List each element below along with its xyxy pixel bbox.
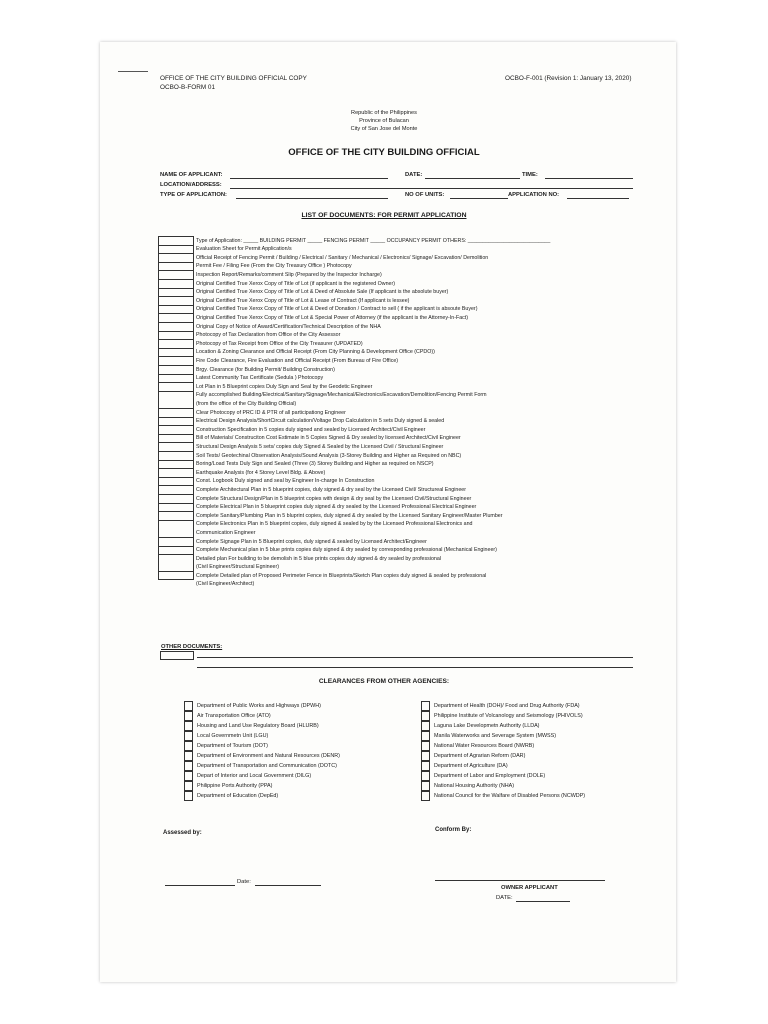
location-label: LOCATION/ADDRESS: xyxy=(160,182,222,188)
agency-checkbox[interactable] xyxy=(421,791,430,801)
document-label: Complete Detailed plan of Proposed Perimeter Fence in Blueprints/Sketch Plan copies duly signed & sealed by professional xyxy=(196,572,487,579)
document-checkbox[interactable] xyxy=(158,425,194,434)
assessor-signature-line[interactable] xyxy=(165,885,235,886)
document-label-continued: (Civil Engineer/Architect) xyxy=(196,581,255,588)
document-checkbox[interactable] xyxy=(158,477,194,486)
agency-checkbox[interactable] xyxy=(184,721,193,731)
application-no-line[interactable] xyxy=(567,198,629,199)
document-checkbox[interactable] xyxy=(158,270,194,279)
document-checkbox[interactable] xyxy=(158,331,194,340)
document-checkbox[interactable] xyxy=(158,374,194,383)
agency-label: Department of Agrarian Reform (DAR) xyxy=(434,753,526,759)
paper-mark xyxy=(118,71,148,72)
document-checkbox[interactable] xyxy=(158,485,194,494)
document-label: Original Copy of Notice of Award/Certification/Technical Description of the NHA xyxy=(196,323,381,330)
document-label-continued: (from the office of the City Building Official) xyxy=(196,400,297,407)
document-label: Fully accomplished Building/Electrical/Sanitary/Signage/Mechanical/Electronics/Excavation/Demolition/Fencing Permit Form xyxy=(196,392,487,399)
document-label: Lot Plan in 5 Blueprint copies Duly Sign and Seal by the Geodetic Engineer xyxy=(196,383,373,390)
document-checkbox[interactable] xyxy=(158,468,194,477)
document-label: Complete Mechanical plan in 5 blue prints copies duly signed & dry sealed by corresponding professional (Mechanical Engineer) xyxy=(196,547,497,554)
applicant-name-line[interactable] xyxy=(230,178,388,179)
other-documents-checkbox[interactable] xyxy=(160,651,194,660)
units-label: NO OF UNITS: xyxy=(405,192,445,198)
other-documents-line-2[interactable] xyxy=(197,667,633,668)
document-label-continued: Communication Engineer xyxy=(196,529,256,536)
agency-checkbox[interactable] xyxy=(184,741,193,751)
agency-label: Housing and Land Use Regulatory Board (HLURB) xyxy=(197,723,319,729)
other-documents-line-1[interactable] xyxy=(197,657,633,658)
application-type-line[interactable] xyxy=(236,198,388,199)
document-checkbox[interactable] xyxy=(158,365,194,374)
agency-checkbox[interactable] xyxy=(184,761,193,771)
document-label: Soil Tests/ Geotechinal Observation Analysis/Sound Analysis (3-Storey Building and Higher as Required on NBC) xyxy=(196,452,462,459)
agency-checkbox[interactable] xyxy=(421,751,430,761)
date-label: DATE: xyxy=(405,172,423,178)
agency-checkbox[interactable] xyxy=(184,781,193,791)
document-checkbox[interactable] xyxy=(158,554,194,571)
time-line[interactable] xyxy=(545,178,633,179)
document-checkbox[interactable] xyxy=(158,322,194,331)
agency-checkbox[interactable] xyxy=(421,711,430,721)
document-label: Original Certified True Xerox Copy of Title of Lot & Special Power of Attorney (if the applicant is the Attorney-In-Fact) xyxy=(196,314,469,321)
owner-signature-line[interactable] xyxy=(435,880,605,881)
province-line: Province of Bulacan xyxy=(359,118,409,124)
document-label: Construction Specification in 5 copies duly signed and sealed by Licensed Architect/Civil Engineer xyxy=(196,426,426,433)
agency-checkbox[interactable] xyxy=(421,721,430,731)
location-line[interactable] xyxy=(230,188,633,189)
page-title: OFFICE OF THE CITY BUILDING OFFICIAL xyxy=(288,147,480,158)
document-label: Complete Electronics Plan in 5 blueprint copies, duly signed & sealed by by the Licensed Professional Electronics and xyxy=(196,521,473,528)
agency-checkbox[interactable] xyxy=(421,731,430,741)
conform-by-label: Conform By: xyxy=(435,827,472,833)
document-label: Original Certified True Xerox Copy of Title of Lot (if applicant is the registered Owner) xyxy=(196,280,396,287)
agency-label: Manila Waterworks and Severage System (MWSS) xyxy=(434,733,557,739)
document-checkbox[interactable] xyxy=(158,236,194,245)
document-checkbox[interactable] xyxy=(158,494,194,503)
document-label: Fire Code Clearance, Fire Evaluation and Official Receipt (From Bureau of Fire Office) xyxy=(196,357,399,364)
document-label: Structural Design Analysis 5 sets/ copies duly Signed & Sealed by the Licensed Civil / Structural Engineer xyxy=(196,443,444,450)
agency-checkbox[interactable] xyxy=(184,701,193,711)
document-checkbox[interactable] xyxy=(158,571,194,580)
document-label: Detailed plan For building to be demolish in 5 blue prints copies duly signed & dry sealed by professional xyxy=(196,555,441,562)
agency-checkbox[interactable] xyxy=(184,731,193,741)
agency-checkbox[interactable] xyxy=(184,711,193,721)
agency-label: Department of Public Works and Highways (DPWH) xyxy=(197,703,321,709)
document-checkbox[interactable] xyxy=(158,339,194,348)
agency-label: Department of Health (DOH)/ Food and Drug Authority (FDA) xyxy=(434,703,580,709)
agency-label: National Water Resources Board (NWRB) xyxy=(434,743,535,749)
document-label: Electrical Design Analysis/ShortCircuit calculation/Voltage Drop Calculation in 5 sets Duly signed & sealed xyxy=(196,418,445,425)
document-checkbox[interactable] xyxy=(158,511,194,520)
document-checkbox[interactable] xyxy=(158,391,194,408)
document-checkbox[interactable] xyxy=(158,348,194,357)
applicant-name-label: NAME OF APPLICANT: xyxy=(160,172,223,178)
document-label: Official Receipt of Fencing Permit / Building / Electrical / Sanitary / Mechanical / Electronics/ Signage/ Excavation/ Demolition xyxy=(196,254,489,261)
document-label-continued: (Civil Engineer/Structural Egnineer) xyxy=(196,564,280,571)
document-checkbox[interactable] xyxy=(158,279,194,288)
owner-applicant-label: OWNER APPLICANT xyxy=(501,885,558,891)
document-checkbox[interactable] xyxy=(158,313,194,322)
document-label: Location & Zoning Clearance and Official Receipt (From City Planning & Development Office (CPDO)) xyxy=(196,349,435,356)
document-label: Clear Photocopy of PRC ID & PTR of all participationg Engineer xyxy=(196,409,346,416)
date-line[interactable] xyxy=(425,178,520,179)
document-checkbox[interactable] xyxy=(158,546,194,555)
document-checkbox[interactable] xyxy=(158,253,194,262)
agency-label: Department of Agriculture (DA) xyxy=(434,763,508,769)
agency-label: Philippine Ports Authority (PPA) xyxy=(197,783,273,789)
agency-checkbox[interactable] xyxy=(421,771,430,781)
agency-label: National Housing Authority (NHA) xyxy=(434,783,514,789)
agency-checkbox[interactable] xyxy=(184,751,193,761)
units-line[interactable] xyxy=(450,198,508,199)
assessor-date-line[interactable] xyxy=(255,885,321,886)
document-label: Bill of Materials/ Construciton Cost Estimate in 5 Copies Signed & Dry sealed by licensed Architect/Civil Engineer xyxy=(196,435,461,442)
application-type-label: TYPE OF APPLICATION: xyxy=(160,192,227,198)
document-checkbox[interactable] xyxy=(158,262,194,271)
document-checkbox[interactable] xyxy=(158,417,194,426)
document-checkbox[interactable] xyxy=(158,408,194,417)
document-label: Original Certified True Xerox Copy of Title of Lot & Deed of Absolute Sale (If applicant is the absolute buyer) xyxy=(196,289,449,296)
document-checkbox[interactable] xyxy=(158,245,194,254)
document-checkbox[interactable] xyxy=(158,434,194,443)
agency-checkbox[interactable] xyxy=(421,781,430,791)
document-checkbox[interactable] xyxy=(158,296,194,305)
agency-label: Local Governmetn Unit (LGU) xyxy=(197,733,269,739)
owner-date-label: DATE: xyxy=(496,895,513,901)
document-checkbox[interactable] xyxy=(158,460,194,469)
document-checkbox[interactable] xyxy=(158,382,194,391)
document-checkbox[interactable] xyxy=(158,451,194,460)
document-label: Const. Logbook Duly signed and seal by Engineer In-charge In Construction xyxy=(196,478,375,485)
agency-label: Department of Transportation and Communication (DOTC) xyxy=(197,763,337,769)
header-copy-label: OFFICE OF THE CITY BUILDING OFFICIAL COPY xyxy=(160,75,307,82)
assessed-by-label: Assessed by: xyxy=(163,830,202,836)
agency-label: Department of Labor and Employment (DOLE) xyxy=(434,773,546,779)
agency-checkbox[interactable] xyxy=(184,791,193,801)
clearances-title: CLEARANCES FROM OTHER AGENCIES: xyxy=(318,678,450,685)
time-label: TIME: xyxy=(522,172,538,178)
header-revision: OCBO-F-001 (Revision 1: January 13, 2020) xyxy=(505,75,632,82)
document-label: Complete Signage Plan in 5 Blueprint copies, duly signed & sealed by Licensed Architect/Engineer xyxy=(196,538,427,545)
documents-list-title: LIST OF DOCUMENTS: FOR PERMIT APPLICATION xyxy=(301,212,467,219)
other-documents-label: OTHER DOCUMENTS: xyxy=(161,644,223,650)
document-label: Original Certified True Xerox Copy of Title of Lot & Deed of Donation / Contract to sell ( if the applicant is absoute Buyer) xyxy=(196,306,478,313)
agency-label: Department of Environment and Natural Resources (DENR) xyxy=(197,753,340,759)
agency-checkbox[interactable] xyxy=(421,701,430,711)
agency-checkbox[interactable] xyxy=(421,741,430,751)
document-checkbox[interactable] xyxy=(158,537,194,546)
owner-date-line[interactable] xyxy=(516,901,570,902)
assessor-date-label: Date: xyxy=(237,879,251,885)
document-label: Complete Electrical Plan in 5 blueprint copies duly signed & dry sealed by the Licensed Professional Electrical Engineer xyxy=(196,504,477,511)
agency-label: Philippine Institute of Volcanology and Seismology (PHIVOLS) xyxy=(434,713,583,719)
document-checkbox[interactable] xyxy=(158,503,194,512)
agency-checkbox[interactable] xyxy=(184,771,193,781)
agency-label: Depart of Interior and Local Government (DILG) xyxy=(197,773,312,779)
document-checkbox[interactable] xyxy=(158,305,194,314)
document-label: Photocopy of Tax Receipt from Office of the City Treasurer (UPDATED) xyxy=(196,340,363,347)
document-label: Complete Architectural Plan in 5 blueprint copies, duly signed & dry seal by the Licensed Civil/ Structureal Engineer xyxy=(196,486,466,493)
document-label: Boring/Load Tests Duly Sign and Sealed (Three (3) Storey Building and Higher as required on NSCP) xyxy=(196,461,434,468)
document-label: Inspection Report/Remarks/comment Slip (Prepared by the Inspector Incharge) xyxy=(196,271,382,278)
document-label: Earthquake Analysis (for 4 Storey Level Bldg. & Above) xyxy=(196,469,326,476)
agency-label: Department of Tourism (DOT) xyxy=(197,743,268,749)
document-checkbox[interactable] xyxy=(158,520,194,537)
agency-label: Laguna Lake Developmetn Authority (LLDA) xyxy=(434,723,540,729)
agency-label: National Council for the Walfare of Disabled Persons (NCWDP) xyxy=(434,793,586,799)
document-label: Original Certified True Xerox Copy of Title of Lot & Lease of Contract (If applicant is lessee) xyxy=(196,297,410,304)
document-label: Type of Application: _____ BUILDING PERMIT _____ FENCING PERMIT _____ OCCUPANCY PERMIT OTHERS: ____________________________ xyxy=(196,237,551,244)
agency-label: Department of Education (DepEd) xyxy=(197,793,279,799)
document-label: Photocopy of Tax Declaration from Office of the City Assessor xyxy=(196,332,341,339)
document-label: Evaluation Sheet for Permit Application/s xyxy=(196,246,292,253)
agency-checkbox[interactable] xyxy=(421,761,430,771)
city-line: City of San Jose del Monte xyxy=(350,126,418,132)
header-form-code: OCBO-B-FORM 01 xyxy=(160,84,216,91)
document-label: Complete Structural Design/Plan in 5 blueprint copies with design & dry seal by the Licensed Civil/Structural Engineer xyxy=(196,495,472,502)
application-no-label: APPLICATION NO: xyxy=(508,192,560,198)
document-label: Permit Fee / Filing Fee (From the City Treasury Office ) Photocopy xyxy=(196,263,352,270)
document-label: Latest Community Tax Certificate (Sedula ) Photocopy xyxy=(196,375,324,382)
document-checkbox[interactable] xyxy=(158,356,194,365)
document-label: Complete Sanitary/Plumbing Plan in 5 bluprint copies, duly signed & dry sealed by the Licensed Sanitary Engineer/Master Plumber xyxy=(196,512,503,519)
document-checkbox[interactable] xyxy=(158,442,194,451)
republic-line: Republic of the Philippines xyxy=(351,110,417,116)
agency-label: Air Transportation Office (ATO) xyxy=(197,713,271,719)
document-label: Brgy. Clearance (for Building Permit/ Building Construction) xyxy=(196,366,335,373)
document-checkbox[interactable] xyxy=(158,288,194,297)
